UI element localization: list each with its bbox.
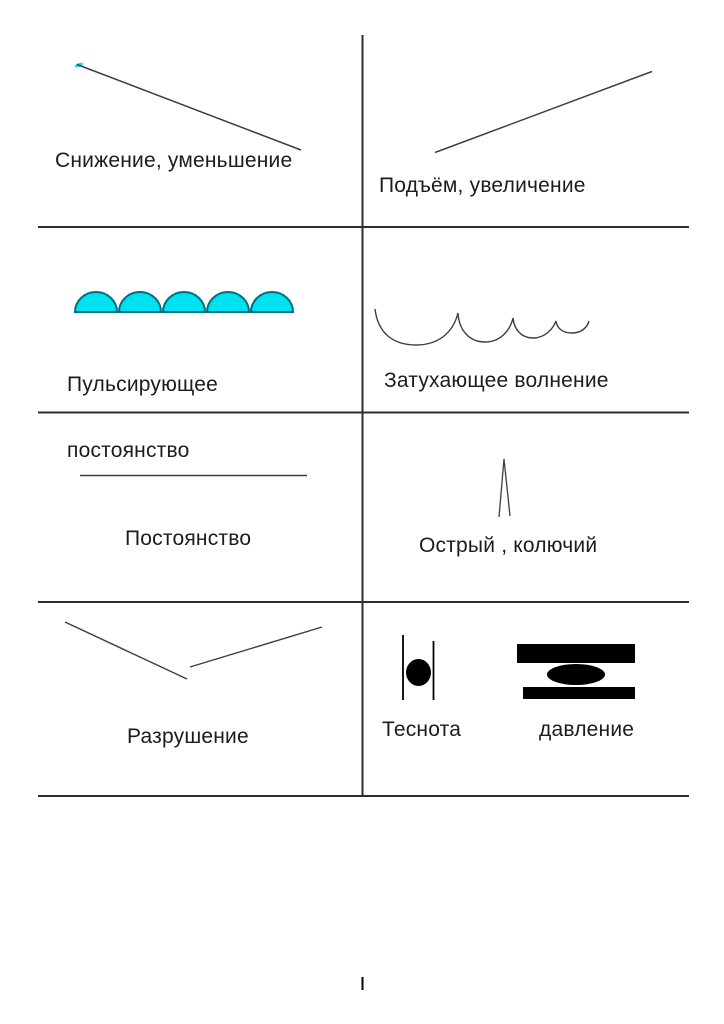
dome-shape [75,292,117,312]
broken-v-icon [65,622,322,679]
ellipse-between-horizontal-bars-icon [517,644,635,699]
label-constancy: Постоянство [125,527,252,550]
label-pulsating-line2: постоянство [67,439,190,462]
ellipse-between-vertical-bars-icon [403,635,434,700]
label-pulsating-line1: Пульсирующее [67,373,219,396]
label-damped: Затухающее волнение [384,369,609,392]
label-rise: Подъём, увеличение [379,174,586,197]
dome-shape [163,292,205,312]
label-decline: Снижение, уменьшение [55,149,293,172]
pulsating-domes-icon [75,292,293,312]
damped-wave-icon [375,309,589,345]
dome-shape [251,292,293,312]
dome-shape [207,292,249,312]
label-crowding: Теснота [382,718,462,741]
dome-shape [119,292,161,312]
label-pulsating [67,330,218,506]
ascending-line-icon [435,72,652,153]
label-pressure: давление [539,718,635,741]
spike-icon [499,459,510,517]
label-destruction: Разрушение [127,725,249,748]
label-sharp: Острый , колючий [419,534,598,557]
descending-line-icon [74,62,301,150]
